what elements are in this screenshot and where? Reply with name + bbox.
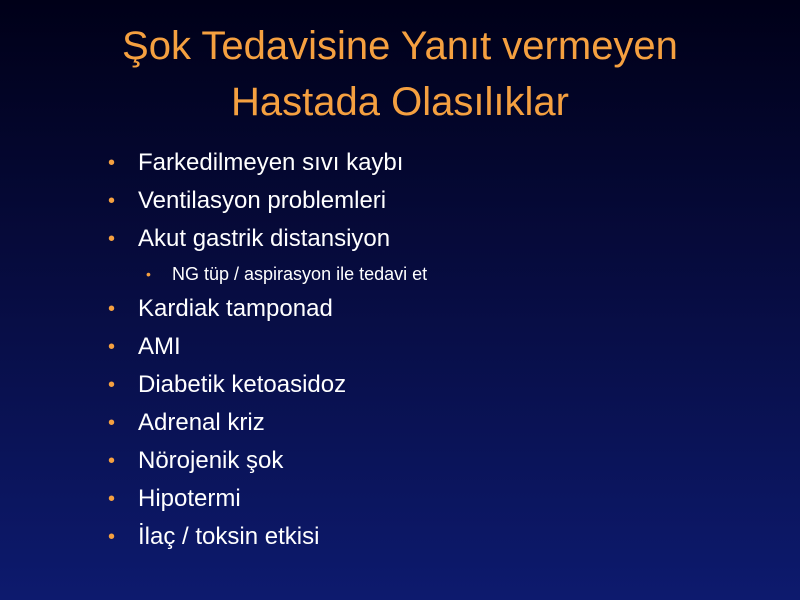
bullet-text: İlaç / toksin etkisi: [138, 523, 320, 550]
bullet-dot-icon: •: [108, 374, 116, 396]
bullet-dot-icon: •: [108, 228, 116, 250]
bullet-item-adrenal-crisis: [108, 404, 768, 442]
slide-title-line-1: Şok Tedavisine Yanıt vermeyen: [122, 24, 678, 68]
bullet-text: Diabetik ketoasidoz: [138, 371, 347, 398]
bullet-list: [108, 144, 768, 556]
bullet-text: Ventilasyon problemleri: [138, 187, 387, 214]
bullet-item-fluid-loss: [108, 144, 768, 182]
bullet-dot-icon: •: [108, 450, 116, 472]
bullet-item-drug-toxin: [108, 518, 768, 556]
bullet-item-gastric-distension: [108, 220, 768, 258]
slide-title: [0, 18, 800, 130]
bullet-item-ketoacidosis: [108, 366, 768, 404]
sub-bullet-dot-icon: •: [146, 266, 151, 282]
bullet-text: Farkedilmeyen sıvı kaybı: [138, 149, 404, 176]
bullet-item-ami: [108, 328, 768, 366]
bullet-item-hypothermia: [108, 480, 768, 518]
bullet-dot-icon: •: [108, 298, 116, 320]
bullet-dot-icon: •: [108, 488, 116, 510]
bullet-item-cardiac-tamponade: [108, 290, 768, 328]
bullet-text: Hipotermi: [138, 485, 241, 512]
bullet-text: Adrenal kriz: [138, 409, 265, 436]
bullet-dot-icon: •: [108, 526, 116, 548]
bullet-text: Nörojenik şok: [138, 447, 284, 474]
bullet-text: Akut gastrik distansiyon: [138, 225, 391, 252]
bullet-dot-icon: •: [108, 190, 116, 212]
slide-title-line-2: Hastada Olasılıklar: [231, 80, 569, 124]
bullet-item-neurogenic-shock: [108, 442, 768, 480]
bullet-text: AMI: [138, 333, 181, 360]
sub-bullet-text: NG tüp / aspirasyon ile tedavi et: [172, 264, 428, 284]
bullet-item-ventilation: [108, 182, 768, 220]
bullet-dot-icon: •: [108, 152, 116, 174]
bullet-dot-icon: •: [108, 412, 116, 434]
bullet-dot-icon: •: [108, 336, 116, 358]
bullet-text: Kardiak tamponad: [138, 295, 333, 322]
sub-bullet-item-ng-tube: [108, 258, 768, 290]
